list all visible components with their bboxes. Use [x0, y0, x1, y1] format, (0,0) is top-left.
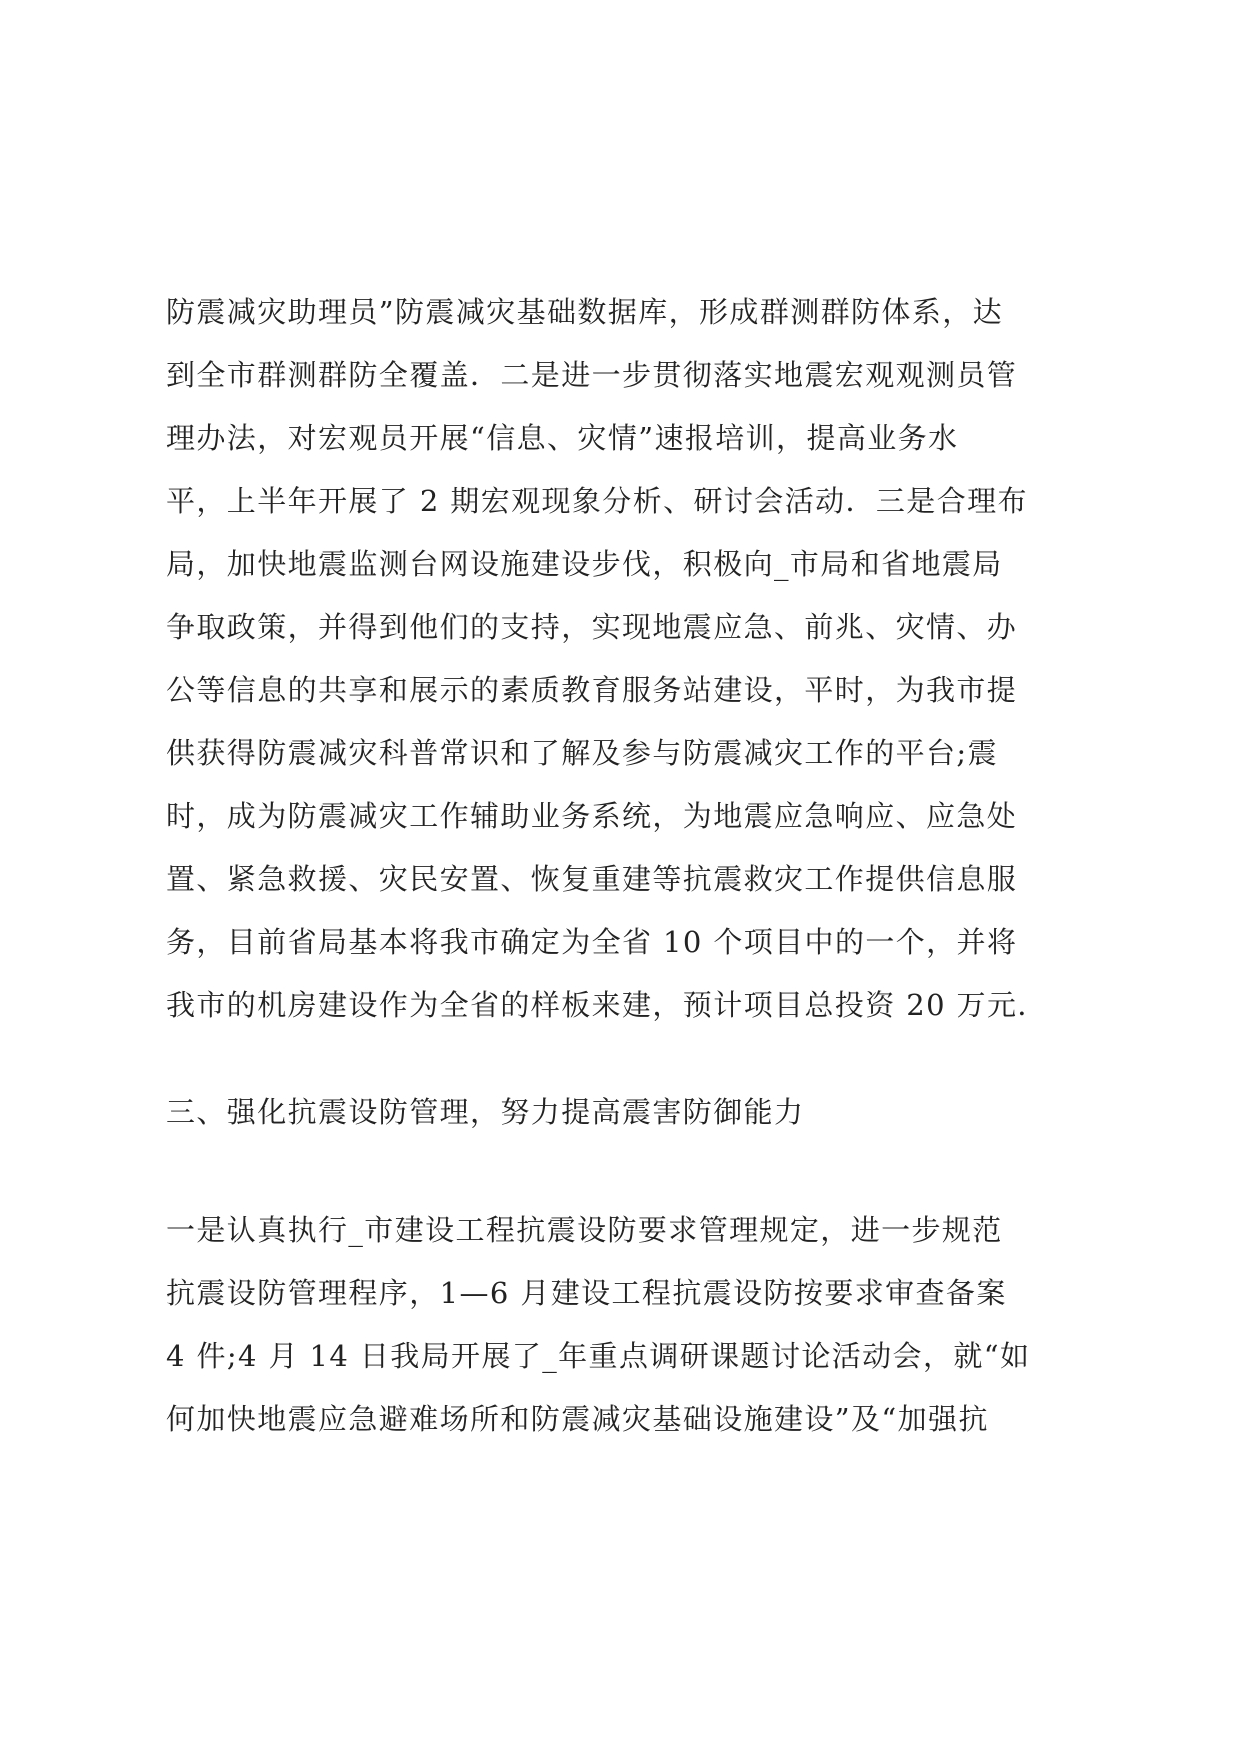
paragraph-1-line-5: 局，加快地震监测台网设施建设步伐，积极向_市局和省地震局: [166, 547, 1003, 581]
paragraph-2-line-2: 抗震设防管理程序，1—6 月建设工程抗震设防按要求审查备案: [166, 1276, 1007, 1310]
paragraph-1-line-1: 防震减灾助理员”防震减灾基础数据库，形成群测群防体系，达: [166, 295, 1004, 329]
paragraph-1-line-7: 公等信息的共享和展示的素质教育服务站建设，平时，为我市提: [166, 673, 1018, 707]
paragraph-1-line-4: 平，上半年开展了 2 期宏观现象分析、研讨会活动．三是合理布: [166, 484, 1028, 518]
paragraph-1-line-9: 时，成为防震减灾工作辅助业务系统，为地震应急响应、应急处: [166, 799, 1018, 833]
paragraph-1-line-3: 理办法，对宏观员开展“信息、灾情”速报培训，提高业务水: [166, 421, 959, 455]
paragraph-1-line-12: 我市的机房建设作为全省的样板来建，预计项目总投资 20 万元．: [166, 988, 1048, 1022]
paragraph-1-line-6: 争取政策，并得到他们的支持，实现地震应急、前兆、灾情、办: [166, 610, 1018, 644]
paragraph-2-line-4: 何加快地震应急避难场所和防震减灾基础设施建设”及“加强抗: [166, 1402, 989, 1436]
paragraph-2-line-1: 一是认真执行_市建设工程抗震设防要求管理规定，进一步规范: [166, 1213, 1003, 1247]
paragraph-1-line-2: 到全市群测群防全覆盖．二是进一步贯彻落实地震宏观观测员管: [166, 358, 1018, 392]
paragraph-2-line-3: 4 件;4 月 14 日我局开展了_年重点调研课题讨论活动会，就“如: [166, 1339, 1031, 1373]
paragraph-1-line-8: 供获得防震减灾科普常识和了解及参与防震减灾工作的平台;震: [166, 736, 998, 770]
section-heading: 三、强化抗震设防管理，努力提高震害防御能力: [166, 1095, 805, 1129]
paragraph-1-line-11: 务，目前省局基本将我市确定为全省 10 个项目中的一个，并将: [166, 925, 1018, 959]
paragraph-1-line-10: 置、紧急救援、灾民安置、恢复重建等抗震救灾工作提供信息服: [166, 862, 1018, 896]
